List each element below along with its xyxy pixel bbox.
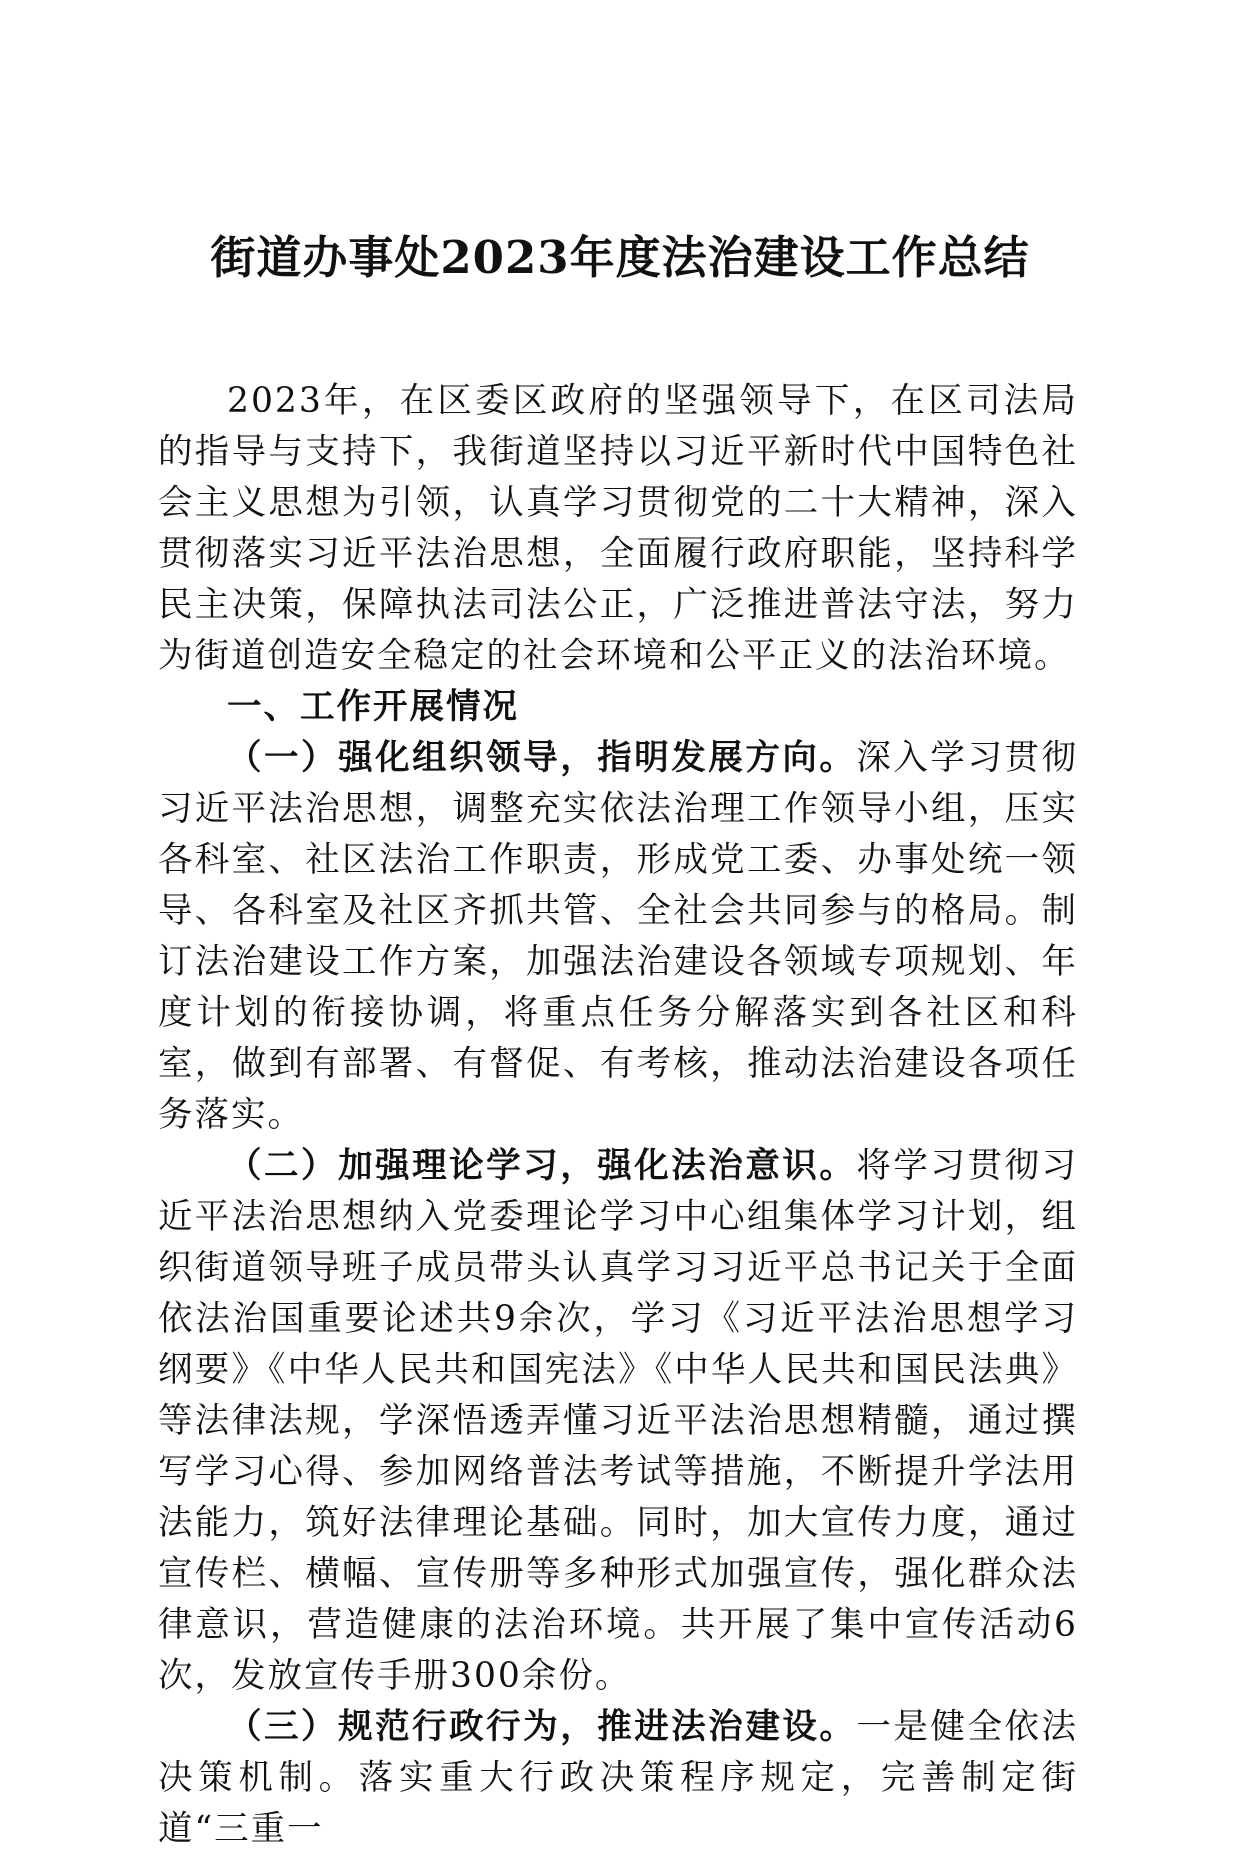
- section-heading: 一、工作开展情况: [227, 687, 519, 727]
- item-text: 将学习贯彻习近平法治思想纳入党委理论学习中心组集体学习计划，组织街道领导班子成员带头认真学习习近平总书记关于全面依法治国重要论述共9余次，学习《习近平法治思想学习纲要》《中华人民共和国宪法》《中华人民共和国民法典》等法律法规，学深悟透弄懂习近平法治思想精髓，通过撰写学习心得、参加网络普法考试等措施，不断提升学法用法能力，筑好法律理论基础。同时，加大宣传力度，通过宣传栏、横幅、宣传册等多种形式加强宣传，强化群众法律意识，营造健康的法治环境。共开展了集中宣传活动6次，发放宣传手册300余份。: [158, 1146, 1079, 1696]
- item-lead: （一）强化组织领导，指明发展方向。: [227, 738, 857, 778]
- item-paragraph-2: [158, 1141, 1078, 1702]
- item-text: 一是健全依法决策机制。落实重大行政决策程序规定，完善制定街道“三重一: [158, 1707, 1079, 1849]
- document-body: [158, 376, 1078, 1855]
- item-lead: （三）规范行政行为，推进法治建设。: [227, 1707, 857, 1747]
- document-title: 街道办事处2023年度法治建设工作总结: [210, 231, 1030, 284]
- item-text: 深入学习贯彻习近平法治思想，调整充实依法治理工作领导小组，压实各科室、社区法治工作职责，形成党工委、办事处统一领导、各科室及社区齐抓共管、全社会共同参与的格局。制订法治建设工作方案，加强法治建设各领域专项规划、年度计划的衔接协调，将重点任务分解落实到各社区和科室，做到有部署、有督促、有考核，推动法治建设各项任务落实。: [158, 738, 1079, 1135]
- item-lead: （二）加强理论学习，强化法治意识。: [227, 1146, 857, 1186]
- item-paragraph-1: [158, 733, 1078, 1141]
- intro-paragraph: 2023年，在区委区政府的坚强领导下，在区司法局的指导与支持下，我街道坚持以习近平新时代中国特色社会主义思想为引领，认真学习贯彻党的二十大精神，深入贯彻落实习近平法治思想，全面履行政府职能，坚持科学民主决策，保障执法司法公正，广泛推进普法守法，努力为街道创造安全稳定的社会环境和公平正义的法治环境。: [158, 381, 1078, 676]
- item-paragraph-3: [158, 1702, 1078, 1855]
